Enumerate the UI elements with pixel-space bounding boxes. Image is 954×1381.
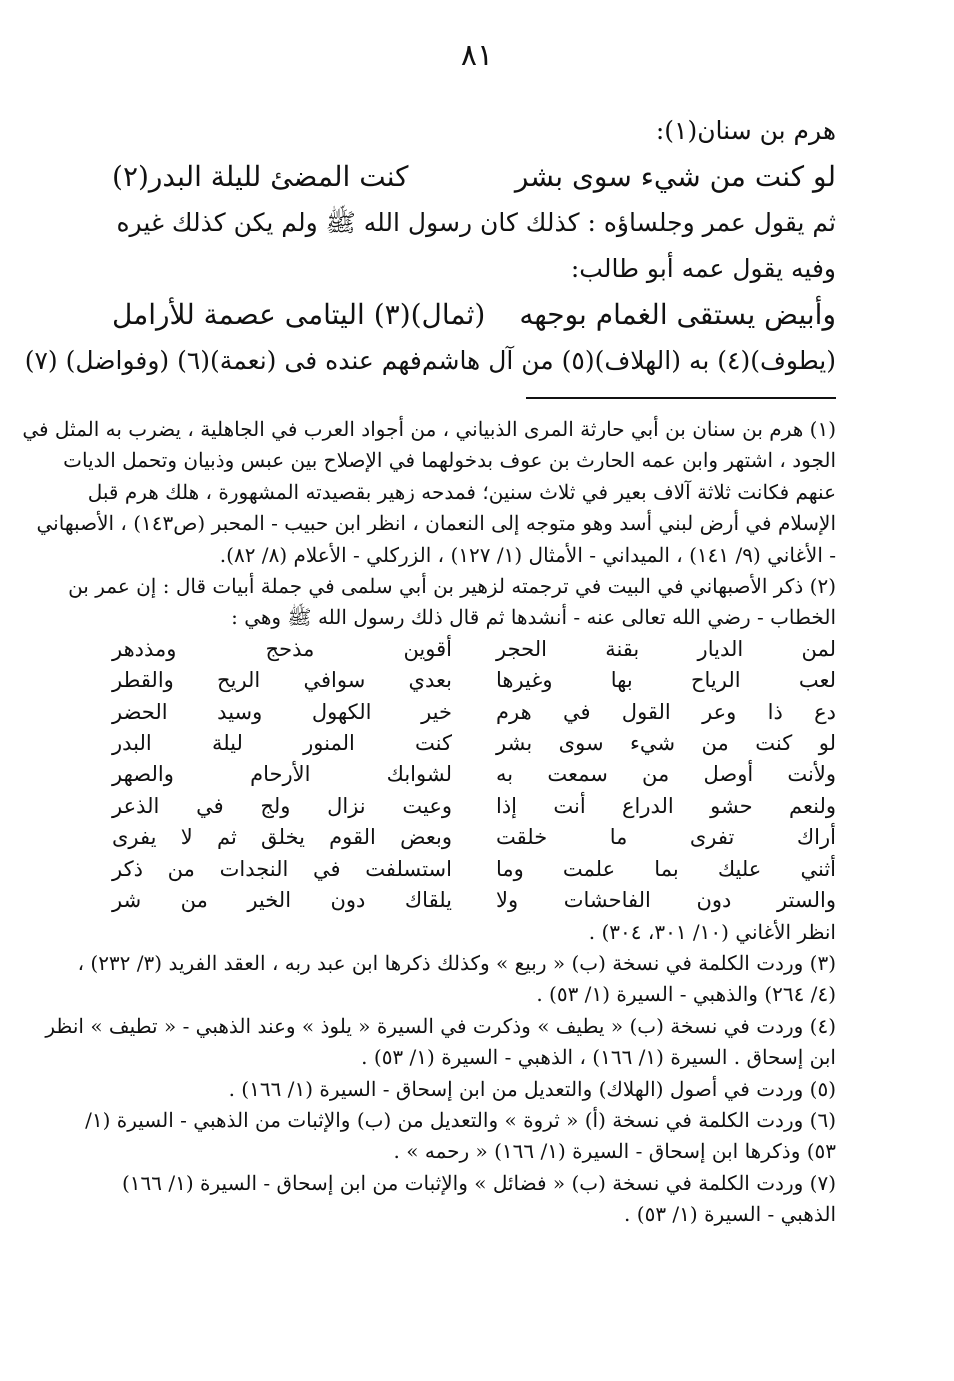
poem-first-hemistich: ولنعم حشو الدراع أنت إذا (496, 793, 836, 818)
footnote-3 (77, 948, 836, 1011)
poem-first-hemistich: دع ذا وعر القول في هرم (496, 699, 836, 724)
footnote-line: (١) هرم بن سنان بن أبي حارثة المرى الذبياني ، من أجواد العرب في الجاهلية ، يضرب به المثل في (22, 417, 836, 441)
poem-second-hemistich: خير الكهول وسيد الحضر (112, 699, 452, 724)
verse-first-hemistich: لو كنت من شيء سوى بشر (514, 160, 836, 193)
poem-verse (112, 665, 836, 696)
poem-first-hemistich: لو كنت من شيء سوى بشر (496, 731, 836, 756)
text-line: هرم بن سنان(١): (655, 116, 836, 145)
poem-verse (112, 759, 836, 790)
footnote-separator (526, 397, 836, 399)
poem-second-hemistich: استسلفت في النجدات من ذكر (112, 856, 452, 881)
verse-second-hemistich: كنت المضئ لليلة البدر(٢) (112, 160, 409, 193)
poem-first-hemistich: أراك تفرى ما خلقت (496, 825, 836, 850)
verse-line (112, 154, 836, 200)
poem-first-hemistich: ولأنت أوصل من سمعت به (496, 762, 836, 787)
footnote-line: الجود ، اشتهر وابن عمه الحارث بن عوف بدخولهما في الإصلاح بين عبس وذبيان وتحمل الديات (63, 448, 836, 473)
footnote-line: (٤/ ٢٦٤) والذهبي - السيرة (١/ ٥٣) . (536, 982, 836, 1007)
footnote-line: (٦) وردت الكلمة في نسخة (أ) « ثروة » والتعديل من (ب) والإثبات من الذهبي - السيرة (١/ (85, 1107, 836, 1132)
footnote-line: - الأغاني (٩/ ١٤١) ، الميداني - الأمثال (١/ ١٢٧) ، الزركلي - الأعلام (٨/ ٨٢). (219, 542, 836, 567)
footnote-line: (٧) وردت الكلمة في نسخة (ب) « فضائل » والإثبات من ابن إسحاق - السيرة (١/ ١٦٦) (121, 1170, 836, 1195)
poem-second-hemistich: وعيت نزال ولج في الذعر (112, 793, 452, 818)
footnote-line: (٢) ذكر الأصبهاني في البيت في ترجمته لزهير بن أبي سلمى في جملة أبيات قال : إن عمر بن (68, 574, 836, 599)
footnote-line: (٥) وردت في أصول (الهلاك) والتعديل من ابن إسحاق - السيرة (١/ ١٦٦) . (228, 1076, 836, 1101)
poem-second-hemistich: كنت المنور ليلة البدر (112, 731, 452, 756)
footnote-2 (68, 571, 836, 948)
text-line: وفيه يقول عمه أبو طالب: (570, 254, 836, 283)
footnotes (22, 414, 836, 1231)
poem-second-hemistich: أقوين مذحج ومذدهر (112, 636, 452, 661)
verse-first-hemistich: وأبيض يستقى الغمام بوجهه (519, 298, 836, 331)
poem-verse (112, 634, 836, 665)
footnote-poem (112, 634, 836, 917)
poem-first-hemistich: لعب الرياح بها وغيرها (496, 668, 836, 693)
main-text (24, 108, 836, 384)
poem-second-hemistich: يلقاك دون الخير من شر (112, 888, 452, 913)
poem-verse (112, 791, 836, 822)
verse-line (112, 292, 836, 338)
footnote-line: عنهم فكانت ثلاثة آلاف بعير في ثلاث سنين؛ فمدحه زهير بقصيدته المشهورة ، هلك هرم قبل (87, 479, 836, 504)
poem-first-hemistich: والستر دون الفاحشات ولا (496, 888, 836, 913)
verse-second-hemistich: فهم عنده فى (نعمة)(٦) (وفواضل) (٧) (24, 346, 422, 375)
poem-second-hemistich: وبعض القوم يخلق ثم لا يفرى (112, 825, 452, 850)
verse-line (24, 338, 836, 384)
poem-verse (112, 854, 836, 885)
footnote-line: الإسلام في أرض لبني أسد وهو متوجه إلى النعمان ، انظر ابن حبيب - المحبر (ص١٤٣) ، الأصبهاني (36, 511, 836, 536)
page-number: ٨١ (460, 38, 494, 73)
footnote-line: انظر الأغاني (١٠/ ٣٠١، ٣٠٤) . (588, 919, 836, 944)
footnote-line: (٤) وردت في نسخة (ب) « يطيف » وذكرت في السيرة « يلوذ » وعند الذهبي - « تطيف » انظر (45, 1013, 836, 1038)
text-line: ثم يقول عمر وجلساؤه : كذلك كان رسول الله ﷺ ولم يكن كذلك غيره (116, 208, 836, 237)
verse-first-hemistich: (يطوف)(٤) به (الهلاف)(٥) من آل هاشم (421, 346, 836, 375)
footnote-1 (22, 414, 836, 571)
poem-second-hemistich: لشوابك الأرحام والصهر (112, 762, 452, 787)
footnote-6 (85, 1105, 836, 1168)
footnote-5 (112, 1074, 836, 1105)
poem-first-hemistich: أثني عليك بما علمت وما (496, 856, 836, 881)
footnote-line: ابن إسحاق . السيرة (١/ ١٦٦) ، الذهبي - السيرة (١/ ٥٣) . (361, 1045, 836, 1070)
poem-verse (112, 728, 836, 759)
verse-second-hemistich: (ثمال)(٣) اليتامى عصمة للأرامل (112, 298, 486, 331)
footnote-line: (٣) وردت الكلمة في نسخة (ب) « ربيع » وكذلك ذكرها ابن عبد ربه ، العقد الفريد (٣/ ٢٣٢) ، (77, 950, 836, 975)
footnote-7 (112, 1168, 836, 1231)
footnote-line: الخطاب - رضي الله تعالى عنه - أنشدها ثم قال ذلك رسول الله ﷺ وهي : (231, 605, 836, 630)
footnote-4 (45, 1011, 836, 1074)
footnote-line: الذهبي - السيرة (١/ ٥٣) . (624, 1202, 836, 1227)
poem-verse (112, 697, 836, 728)
poem-second-hemistich: بعدي سوافي الريح والقطر (112, 668, 452, 693)
poem-verse (112, 822, 836, 853)
poem-first-hemistich: لمن الديار بقنة الحجر (496, 636, 836, 661)
poem-verse (112, 885, 836, 916)
footnote-line: ٥٣) وذكرها ابن إسحاق - السيرة (١/ ١٦٦) « رحمه » . (393, 1139, 836, 1164)
